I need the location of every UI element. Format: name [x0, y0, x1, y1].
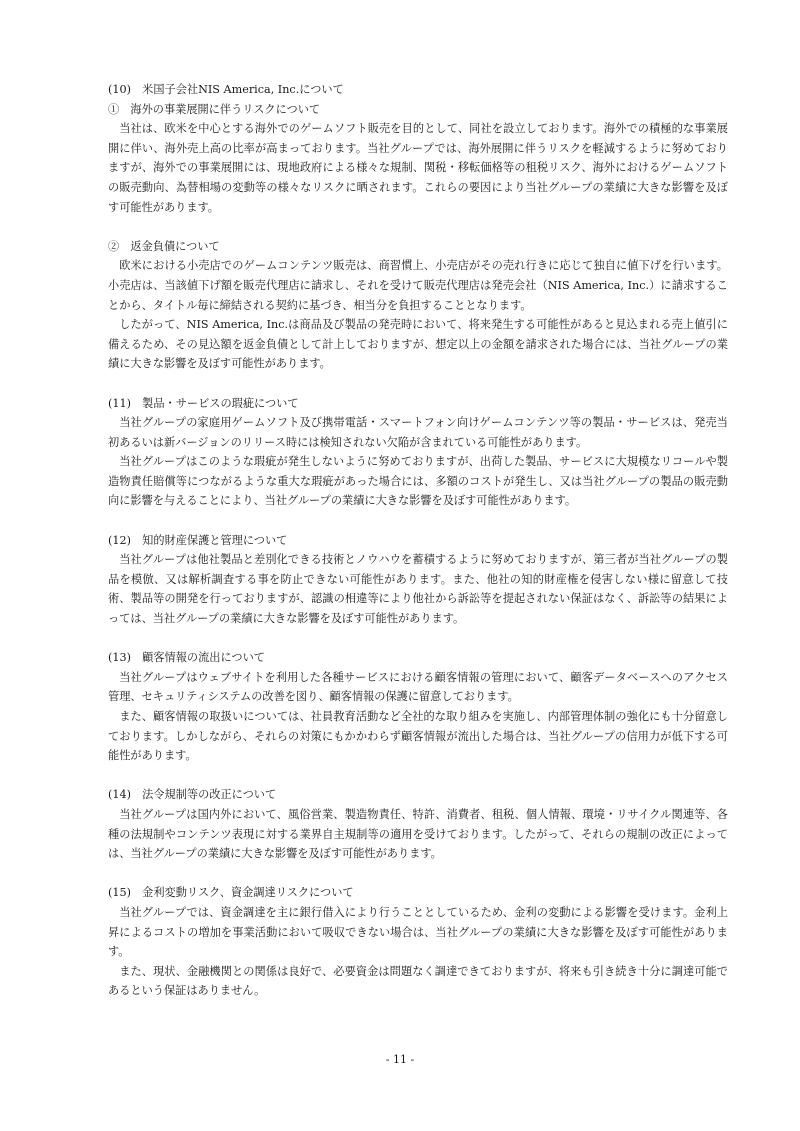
paragraph: 当社グループはウェブサイトを利用した各種サービスにおける顧客情報の管理において、顧客データベースへのアクセス管理、セキュリティシステムの改善を図り、顧客情報の保護に留意しております。	[108, 670, 728, 704]
paragraph: 当社グループは国内外において、風俗営業、製造物責任、特許、消費者、租税、個人情報、環境・リサイクル関連等、各種の法規制やコンテンツ表現に対する業界自主規制等の適用を受けております。したがって、それらの規制の改正によっては、当社グループの業績に大きな影響を及ぼす可能性があります。	[108, 807, 728, 861]
paragraph: 当社は、欧米を中心とする海外でのゲームソフト販売を目的として、同社を設立しております。海外での積極的な事業展開に伴い、海外売上高の比率が高まっております。当社グループでは、海外展開に伴うリスクを軽減するように努めておりますが、海外での事業展開には、現地政府による様々な規制、関税・移転価格等の租税リスク、海外におけるゲームソフトの販売動向、為替相場の変動等の様々なリスクに晒されます。これらの要因により当社グループの業績に大きな影響を及ぼす可能性があります。	[108, 122, 728, 214]
section-heading: (15) 金利変動リスク、資金調達リスクについて	[108, 886, 354, 900]
paragraph: 当社グループはこのような瑕疵が発生しないように努めておりますが、出荷した製品、サービスに大規模なリコールや製造物責任賠償等につながるような重大な瑕疵があった場合には、多額のコストが発生し、又は当社グループの製品の販売動向に影響を与えることにより、当社グループの業績に大きな影響を及ぼす可能性があります。	[108, 455, 728, 508]
document-body	[108, 80, 728, 1021]
section-13	[108, 648, 728, 766]
paragraph: また、顧客情報の取扱いについては、社員教育活動など全社的な取り組みを実施し、内部管理体制の強化にも十分留意しております。しかしながら、それらの対策にもかかわらず顧客情報が流出した場合は、当社グループの信用力が低下する可能性があります。	[108, 710, 728, 763]
section-heading: (11) 製品・サービスの瑕疵について	[108, 396, 299, 410]
subsection-title: ② 返金負債について	[108, 239, 220, 253]
subsection-title: ① 海外の事業展開に伴うリスクについて	[108, 102, 321, 116]
paragraph: 当社グループの家庭用ゲームソフト及び携帯電話・スマートフォン向けゲームコンテンツ等の製品・サービスは、発売当初あるいは新バージョンのリリース時には検知されない欠陥が含まれている可能性があります。	[108, 416, 728, 449]
section-15	[108, 883, 728, 1001]
paragraph: 当社グループでは、資金調達を主に銀行借入により行うこととしているため、金利の変動による影響を受けます。金利上昇によるコストの増加を事業活動において吸収できない場合は、当社グループの業績に大きな影響を及ぼす可能性があります。	[108, 905, 728, 959]
section-heading: (12) 知的財産保護と管理について	[108, 533, 288, 547]
section-11	[108, 394, 728, 512]
paragraph: したがって、NIS America, Inc.は商品及び製品の発売時において、将来発生する可能性があると見込まれる売上値引に備えるため、その見込額を返金負債として計上しておりますが、想定以上の金額を請求された場合には、当社グループの業績に大きな影響を及ぼす可能性があります。	[108, 318, 728, 371]
paragraph: 欧米における小売店でのゲームコンテンツ販売は、商習慣上、小売店がその売れ行きに応じて独自に値下げを行います。小売店は、当該値下げ額を販売代理店に請求し、それを受けて販売代理店は発売会社（NIS America, Inc.）に請求することから、タイトル毎に締結される契約に基づき、相当分を負担することとなります。	[108, 259, 728, 312]
section-12	[108, 531, 728, 629]
paragraph: 当社グループは他社製品と差別化できる技術とノウハウを蓄積するように努めておりますが、第三者が当社グループの製品を模倣、又は解析調査する事を防止できない可能性があります。また、他社の知的財産権を侵害しない様に留意して技術、製品等の開発を行っておりますが、認識の相違等により他社から訴訟等を提起されない保証はなく、訴訟等の結果によっては、当社グループの業績に大きな影響を及ぼす可能性があります。	[108, 553, 728, 626]
subsection-overseas-risk	[108, 100, 728, 218]
section-heading: (13) 顧客情報の流出について	[108, 651, 265, 665]
page-number: - 11 -	[385, 1053, 415, 1066]
section-heading: (10) 米国子会社NIS America, Inc.について	[108, 83, 344, 96]
subsection-refund-liability	[108, 237, 728, 374]
section-heading: (14) 法令規制等の改正について	[108, 788, 277, 802]
section-14	[108, 785, 728, 863]
section-10	[108, 80, 728, 374]
paragraph: また、現状、金融機関との関係は良好で、必要資金は問題なく調達できておりますが、将来も引き続き十分に調達可能であるという保証はありません。	[108, 964, 728, 998]
